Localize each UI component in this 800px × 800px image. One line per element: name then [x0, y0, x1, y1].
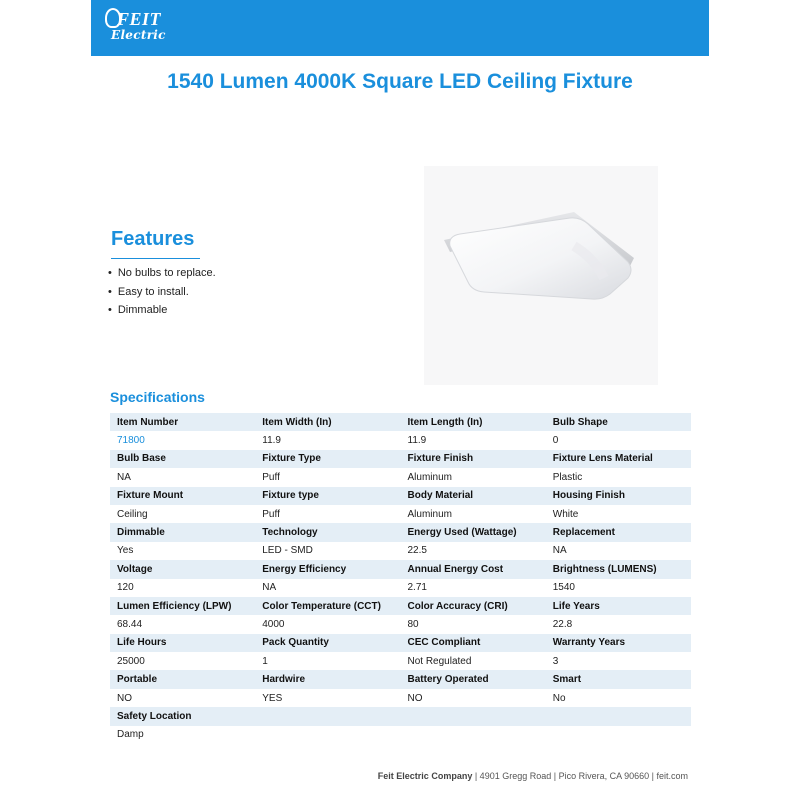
- spec-label-row: [110, 634, 691, 652]
- spec-label: [401, 707, 546, 725]
- spec-label-row: [110, 597, 691, 615]
- ceiling-fixture-illustration: [424, 166, 658, 385]
- spec-value: Puff: [255, 468, 400, 486]
- spec-value: Puff: [255, 505, 400, 523]
- features-heading: Features: [111, 228, 195, 250]
- spec-value: NA: [255, 579, 400, 597]
- spec-label: Pack Quantity: [255, 634, 400, 652]
- spec-value: Aluminum: [401, 505, 546, 523]
- spec-value-row: [110, 726, 691, 744]
- page-title: 1540 Lumen 4000K Square LED Ceiling Fixture: [167, 70, 633, 93]
- spec-label-row: [110, 523, 691, 541]
- spec-value: No: [546, 689, 691, 707]
- spec-value-row: [110, 505, 691, 523]
- spec-value: White: [546, 505, 691, 523]
- specifications-heading: Specifications: [110, 389, 205, 405]
- specifications-table: [110, 413, 691, 744]
- spec-label-row: [110, 670, 691, 688]
- spec-value: 22.8: [546, 615, 691, 633]
- logo-text-bottom: Electric: [111, 28, 166, 42]
- feit-electric-logo[interactable]: [105, 6, 175, 46]
- spec-label: [255, 707, 400, 725]
- spec-label: Fixture Type: [255, 450, 400, 468]
- spec-label: Lumen Efficiency (LPW): [110, 597, 255, 615]
- spec-value: NO: [110, 689, 255, 707]
- spec-value-cell: [110, 431, 255, 449]
- spec-label: Item Length (In): [401, 413, 546, 431]
- feature-item: • Easy to install.: [108, 283, 216, 302]
- spec-value: Damp: [110, 726, 255, 744]
- header-bar: [91, 0, 709, 56]
- spec-label: Item Number: [110, 413, 255, 431]
- spec-value: 0: [546, 431, 691, 449]
- spec-value: Ceiling: [110, 505, 255, 523]
- spec-label: Replacement: [546, 523, 691, 541]
- spec-value: NA: [110, 468, 255, 486]
- spec-value: LED - SMD: [255, 542, 400, 560]
- spec-label: Bulb Base: [110, 450, 255, 468]
- spec-value: [401, 726, 546, 744]
- spec-label-row: [110, 487, 691, 505]
- spec-value: [255, 726, 400, 744]
- spec-label: Energy Used (Wattage): [401, 523, 546, 541]
- spec-value: 11.9: [401, 431, 546, 449]
- feature-item: • Dimmable: [108, 301, 216, 320]
- footer-website[interactable]: feit.com: [656, 771, 688, 781]
- spec-value: Plastic: [546, 468, 691, 486]
- spec-label: Bulb Shape: [546, 413, 691, 431]
- spec-value-row: [110, 542, 691, 560]
- spec-value-row: [110, 468, 691, 486]
- spec-label: [546, 707, 691, 725]
- logo-text-top: FEIT: [117, 9, 162, 29]
- spec-label: Color Accuracy (CRI): [401, 597, 546, 615]
- spec-label: Annual Energy Cost: [401, 560, 546, 578]
- spec-label: Fixture Mount: [110, 487, 255, 505]
- spec-label: Life Years: [546, 597, 691, 615]
- spec-label: Portable: [110, 670, 255, 688]
- spec-value: NA: [546, 542, 691, 560]
- feature-item: • No bulbs to replace.: [108, 264, 216, 283]
- spec-label: Item Width (In): [255, 413, 400, 431]
- spec-label: Life Hours: [110, 634, 255, 652]
- spec-label: Warranty Years: [546, 634, 691, 652]
- spec-label: Safety Location: [110, 707, 255, 725]
- spec-value-row: [110, 615, 691, 633]
- spec-label: Housing Finish: [546, 487, 691, 505]
- spec-value: 80: [401, 615, 546, 633]
- features-list: [108, 264, 216, 320]
- spec-value-row: [110, 652, 691, 670]
- footer-company: Feit Electric Company: [377, 771, 473, 781]
- spec-value: YES: [255, 689, 400, 707]
- spec-label: Energy Efficiency: [255, 560, 400, 578]
- spec-value: Not Regulated: [401, 652, 546, 670]
- spec-label: Dimmable: [110, 523, 255, 541]
- spec-label: Body Material: [401, 487, 546, 505]
- spec-label: Hardwire: [255, 670, 400, 688]
- spec-value-row: [110, 689, 691, 707]
- spec-value: NO: [401, 689, 546, 707]
- spec-label: Fixture type: [255, 487, 400, 505]
- spec-value: [546, 726, 691, 744]
- spec-label: Technology: [255, 523, 400, 541]
- spec-value: 3: [546, 652, 691, 670]
- spec-value: 68.44: [110, 615, 255, 633]
- product-image: [424, 166, 658, 385]
- spec-value: 11.9: [255, 431, 400, 449]
- spec-value: 4000: [255, 615, 400, 633]
- spec-value: 22.5: [401, 542, 546, 560]
- spec-value: Yes: [110, 542, 255, 560]
- spec-value-row: [110, 431, 691, 449]
- spec-label: Smart: [546, 670, 691, 688]
- spec-label: Brightness (LUMENS): [546, 560, 691, 578]
- spec-label-row: [110, 450, 691, 468]
- spec-value: 25000: [110, 652, 255, 670]
- spec-value-row: [110, 579, 691, 597]
- spec-label-row: [110, 707, 691, 725]
- spec-label-row: [110, 560, 691, 578]
- spec-label: Battery Operated: [401, 670, 546, 688]
- spec-value: Aluminum: [401, 468, 546, 486]
- spec-label-row: [110, 413, 691, 431]
- spec-value: 1540: [546, 579, 691, 597]
- spec-value: 2.71: [401, 579, 546, 597]
- features-divider: [111, 258, 200, 259]
- spec-value: 120: [110, 579, 255, 597]
- spec-label: Color Temperature (CCT): [255, 597, 400, 615]
- item-number-link[interactable]: 71800: [117, 435, 145, 447]
- spec-label: CEC Compliant: [401, 634, 546, 652]
- spec-label: Fixture Finish: [401, 450, 546, 468]
- footer-address: | 4901 Gregg Road | Pico Rivera, CA 90660 |: [474, 771, 654, 781]
- spec-label: Voltage: [110, 560, 255, 578]
- spec-label: Fixture Lens Material: [546, 450, 691, 468]
- footer: [378, 771, 688, 781]
- spec-value: 1: [255, 652, 400, 670]
